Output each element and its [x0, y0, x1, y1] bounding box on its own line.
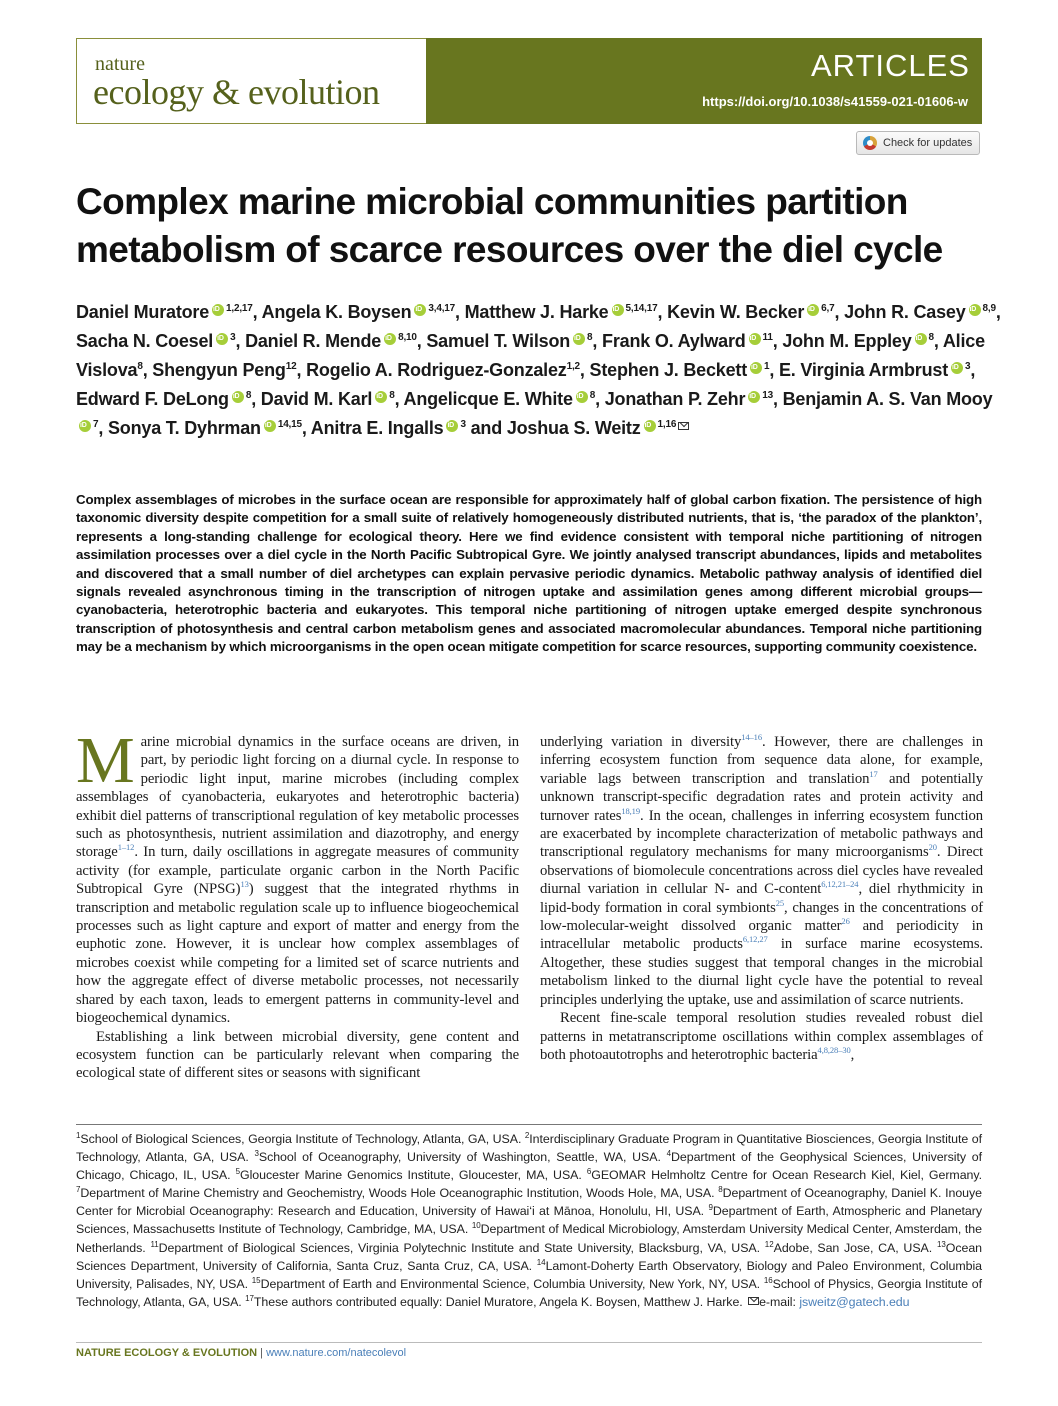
author-name: Angela K. Boysen: [261, 302, 412, 322]
affiliation-text: Department of Earth and Environmental Science, Columbia University, New York, NY, USA.: [260, 1276, 764, 1291]
citation-ref[interactable]: 17: [869, 768, 878, 779]
affiliation-number: 15: [251, 1275, 261, 1285]
affiliation-number: 16: [763, 1275, 773, 1285]
mail-icon: [748, 1297, 759, 1305]
affiliation-number: 7: [76, 1185, 81, 1195]
orcid-icon[interactable]: [576, 391, 588, 403]
citation-ref[interactable]: 18,19: [621, 805, 640, 816]
body-column-left: [76, 724, 519, 1083]
affiliations: [76, 1130, 982, 1311]
text-run: . However, there are challenges in inferring ecosystem function from sequence data alone, for example, variable lags between transcription and translation: [540, 734, 983, 787]
author-name: Sonya T. Dyhrman: [107, 418, 261, 438]
author-affiliation-numbers: 12: [285, 361, 297, 372]
citation-ref[interactable]: 20: [928, 842, 937, 853]
author-affiliation-numbers: 3: [460, 419, 466, 430]
check-updates-label: Check for updates: [883, 137, 973, 149]
affiliation-number: 5: [235, 1167, 240, 1177]
author-affiliation-numbers: 3: [965, 361, 971, 372]
author-affiliation-numbers: 7: [93, 419, 99, 430]
text-run: . In turn, daily oscillations in aggregate measures of community activity (for example, particulate organic carbon in the North Pacific Subtropical Gyre (NPSG): [76, 844, 519, 898]
text-run: . Direct observations of biomolecule concentrations across diel cycles have revealed diurnal variation in cellular N- and C-content: [540, 844, 983, 898]
author-name: Rogelio A. Rodriguez-Gonzalez: [306, 360, 567, 380]
orcid-icon[interactable]: [446, 420, 458, 432]
footer-url-link[interactable]: www.nature.com/natecolevol: [266, 1347, 407, 1359]
author: [779, 360, 970, 380]
orcid-icon[interactable]: [414, 304, 426, 316]
author: [311, 418, 466, 438]
affiliation-text: Adobe, San Jose, CA, USA.: [773, 1240, 937, 1255]
citation-ref[interactable]: 26: [841, 916, 850, 927]
author-affiliation-numbers: 8: [245, 390, 252, 401]
citation-ref[interactable]: 25: [775, 897, 785, 908]
orcid-icon[interactable]: [748, 391, 760, 403]
author-name: Angelicque E. White: [403, 389, 573, 409]
author: [602, 331, 773, 351]
author-affiliation-numbers: 14,15: [277, 419, 302, 430]
author-name: Daniel R. Mende: [245, 331, 382, 351]
email-link[interactable]: jsweitz@gatech.edu: [799, 1294, 910, 1309]
author: [507, 418, 689, 438]
affiliation-text: Lamont-Doherty Earth Observatory, Biology and Paleo Environment, Columbia University, Palisades, NY, USA.: [76, 1258, 982, 1291]
author: [76, 331, 235, 351]
affiliation-text: School of Biological Sciences, Georgia Institute of Technology, Atlanta, GA, USA.: [80, 1132, 525, 1146]
author-name: John M. Eppley: [782, 331, 912, 351]
author-affiliation-numbers: 8,10: [398, 332, 417, 343]
author-name: Edward F. DeLong: [76, 389, 229, 409]
author-name: Sacha N. Coesel: [76, 331, 214, 351]
author-affiliation-numbers: 8: [389, 390, 395, 401]
author-affiliation-numbers: 8,9: [982, 303, 996, 314]
affiliation-number: 4: [666, 1149, 671, 1159]
text-run: ,: [850, 1046, 855, 1063]
author: [844, 302, 996, 322]
affiliation-text: Gloucester Marine Genomics Institute, Gloucester, MA, USA.: [240, 1168, 587, 1183]
header-banner: [426, 38, 982, 124]
orcid-icon[interactable]: [384, 333, 396, 345]
affiliation-number: 2: [524, 1131, 530, 1140]
author-affiliation-numbers: 1: [763, 361, 770, 372]
body-paragraph: [540, 1009, 983, 1064]
text-run: and periodicity in intracellular metabolic products: [540, 918, 984, 953]
author: [426, 331, 592, 351]
crossmark-icon: [863, 136, 877, 150]
affiliation-number: 6: [586, 1167, 592, 1177]
author: [262, 302, 455, 322]
text-run: arine microbial dynamics in the surface oceans are driven, in part, by periodic light forcing on a diurnal cycle. In response to periodic light input, marine microbes (including complex assemblages of cyanobacteria, eukaryotes and heterotrophic bacteria) exhibit diel patterns of transcriptional regulation of key metabolic processes such as photosynthesis, nutrient assimilation and diazotrophy, and energy storage: [76, 734, 519, 861]
orcid-icon[interactable]: [969, 304, 981, 316]
author-affiliation-numbers: 11: [762, 332, 773, 343]
affiliation-number: 3: [254, 1149, 259, 1159]
text-run: and potentially unknown transcript-specific degradation rates and protein activity and turnover rates: [540, 770, 983, 824]
footer-separator: |: [257, 1347, 267, 1359]
text-run: in surface marine ecosystems. Altogether, these studies suggest that temporal changes in the microbial metabolism linked to the diurnal light cycle have the potential to reveal principles underlying the uptake, use and assimilation of scarce nutrients.: [540, 936, 984, 1008]
orcid-icon[interactable]: [216, 333, 228, 345]
section-label: ARTICLES: [810, 48, 970, 83]
author: [306, 360, 580, 380]
orcid-icon[interactable]: [612, 304, 624, 316]
orcid-icon[interactable]: [375, 391, 387, 403]
abstract: Complex assemblages of microbes in the surface ocean are responsible for approximately half of global carbon fixation. The persistence of high taxonomic diversity despite competition for a small suite of relatively homogeneously distributed nutrients, that is, ‘the paradox of the plankton’, represents a long-standing challenge for ecological theory. Here we find evidence consistent with temporal niche partitioning of nitrogen assimilation processes over a diel cycle in the North Pacific Subtropical Gyre. We jointly analysed transcript abundances, lipids and metabolites and discovered that a small number of diel archetypes can explain pervasive periodic dynamics. Metabolic pathway analysis of identified diel signals revealed asynchronous timing in the transcription of nitrogen uptake and assimilation genes among different microbial groups—cyanobacteria, heterotrophic bacteria and eukaryotes. This temporal niche partitioning of nitrogen uptake emerged despite synchronous transcription of photosynthesis and central carbon metabolism genes and associated macromolecular abundances. Temporal niche partitioning may be a mechanism by which microorganisms in the open ocean mitigate competition for scarce resources, supporting community coexistence.: [76, 492, 982, 655]
author-affiliation-numbers: 5,14,17: [625, 303, 658, 314]
author: [152, 360, 296, 380]
affiliation-number: 11: [150, 1239, 159, 1249]
author-affiliation-numbers: 1,2,17: [226, 303, 253, 314]
orcid-icon[interactable]: [750, 362, 762, 374]
text-run: , changes in the concentrations of low-molecular-weight dissolved organic matter: [540, 899, 984, 935]
doi-link[interactable]: https://doi.org/10.1038/s41559-021-01606-w: [702, 94, 968, 109]
affiliation-number: 12: [764, 1239, 774, 1249]
author: [782, 331, 934, 351]
affiliation-text: Department of the Geophysical Sciences, University of Chicago, Chicago, IL, USA.: [76, 1150, 982, 1183]
text-run: . In the ocean, challenges in inferring ecosystem function are exacerbated by incomplete characterization of metabolic pathways and transcriptional regulatory mechanisms for many microorganisms: [540, 807, 983, 861]
affiliation-number: 14: [536, 1257, 546, 1267]
orcid-icon[interactable]: [232, 391, 244, 403]
author-name: Matthew J. Harke: [464, 302, 609, 322]
author-name: Anitra E. Ingalls: [310, 418, 444, 438]
affiliation-number: 1: [76, 1131, 81, 1140]
orcid-icon[interactable]: [644, 420, 656, 432]
affiliations-divider: [76, 1124, 982, 1125]
author: [108, 418, 302, 438]
author-name: Shengyun Peng: [152, 360, 286, 380]
affiliation-number: 17: [245, 1293, 254, 1303]
citation-ref[interactable]: 6,12,27: [742, 934, 768, 945]
author-name: Samuel T. Wilson: [426, 331, 571, 351]
author-affiliation-numbers: 8: [928, 332, 934, 343]
orcid-icon[interactable]: [807, 304, 819, 316]
affiliation-text: Department of Marine Chemistry and Geochemistry, Woods Hole Oceanographic Institution, Woods Hole, MA, USA.: [80, 1186, 719, 1201]
body-paragraph: [76, 724, 519, 1028]
affiliation-text: GEOMAR Helmholtz Centre for Ocean Research Kiel, Kiel, Germany.: [591, 1168, 982, 1183]
author-affiliation-numbers: 3,4,17: [428, 303, 456, 314]
orcid-icon[interactable]: [573, 333, 585, 345]
affiliation-text: Department of Oceanography, Daniel K. Inouye Center for Microbial Oceanography: Research and Education, University of Hawai‘i at Mānoa, Honolulu, HI, USA.: [76, 1186, 982, 1219]
citation-ref[interactable]: 4,8,28–30: [817, 1044, 851, 1055]
check-updates-button[interactable]: [856, 131, 980, 155]
author: [465, 302, 658, 322]
author: [667, 302, 834, 322]
affiliation-text: School of Oceanography, University of Washington, Seattle, WA, USA.: [258, 1150, 667, 1165]
citation-ref[interactable]: 13: [240, 879, 249, 890]
affiliation-number: 8: [718, 1185, 723, 1195]
author-name: Stephen J. Beckett: [589, 360, 747, 380]
author-name: Alice Vislova: [76, 331, 985, 380]
affiliation-number: 9: [708, 1203, 713, 1213]
article-title: Complex marine microbial communities partition metabolism of scarce resources over the diel cycle: [76, 181, 943, 270]
author-name: Daniel Muratore: [76, 302, 210, 322]
author-name: Frank O. Aylward: [602, 331, 746, 351]
footer-journal: NATURE ECOLOGY & EVOLUTION: [76, 1347, 258, 1359]
author-name: Joshua S. Weitz: [506, 418, 641, 438]
affiliation-text: Department of Medical Microbiology, Amsterdam University Medical Center, Amsterdam, the Netherlands.: [76, 1222, 982, 1255]
author-name: Benjamin A. S. Van Mooy: [782, 389, 993, 409]
author-name: David M. Karl: [260, 389, 373, 409]
affiliation-text: Interdisciplinary Graduate Program in Quantitative Biosciences, Georgia Institute of Technology, Atlanta, GA, USA.: [76, 1132, 982, 1165]
affiliation-text: Ocean Sciences Department, University of California, Santa Cruz, Santa Cruz, CA, USA.: [76, 1240, 983, 1273]
affiliation-number: 13: [936, 1239, 946, 1249]
author-affiliation-numbers: 8: [589, 390, 596, 401]
orcid-icon[interactable]: [951, 362, 963, 374]
page-footer: [76, 1347, 406, 1359]
body-column-right: [540, 733, 983, 1064]
author: [76, 302, 253, 322]
author-name: Kevin W. Becker: [667, 302, 805, 322]
author-affiliation-numbers: 1,2: [566, 361, 580, 372]
journal-logo-nature: nature: [95, 53, 145, 75]
affiliation-text: e-mail:: [759, 1294, 800, 1309]
citation-ref[interactable]: 1–12: [117, 842, 135, 853]
orcid-icon[interactable]: [915, 333, 927, 345]
orcid-icon[interactable]: [264, 420, 276, 432]
orcid-icon[interactable]: [212, 304, 224, 316]
author: [261, 389, 395, 409]
author: [605, 389, 773, 409]
author-name: John R. Casey: [844, 302, 966, 322]
text-run: Recent fine-scale temporal resolution studies revealed robust diel patterns in metatranscriptome oscillations within complex assemblages of both photoautotrophs and heterotrophic bacteria: [540, 1010, 983, 1063]
author-name: Jonathan P. Zehr: [604, 389, 746, 409]
text-run: , diel rhythmicity in lipid-body formation in coral symbionts: [540, 881, 983, 916]
affiliation-text: School of Physics, Georgia Institute of Technology, Atlanta, GA, USA.: [76, 1276, 983, 1309]
author-affiliation-numbers: 1,16: [657, 419, 677, 430]
mail-icon[interactable]: [678, 422, 689, 430]
journal-logo-name: ecology & evolution: [93, 72, 380, 112]
author-affiliation-numbers: 3: [230, 332, 236, 343]
affiliation-number: 10: [471, 1221, 481, 1231]
author-affiliation-numbers: 6,7: [821, 303, 835, 314]
author-list: Daniel MuratoreiD $^{1,2,17}$, Angela K. BoyseniD $^{3,4,17}$, Matthew J. HarkeiD $^{5,14,17}$, Kevin W. BeckeriD $^{6,7}$, John R. CaseyiD $^{8,9}$, Sacha N. CoeseliD $^3$, Daniel R. MendeiD $^{8,10}$, Samuel T. WilsoniD $^8$, Frank O. AylwardiD $^{11}$, John M. EppleyiD $^8$, Alice Vislova$^8$, Shengyun Peng$^{12}$, Rogelio A. Rodriguez-Gonzalez$^{1,2}$, Stephen J. BeckettiD $^1$, E. Virginia ArmbrustiD $^3$, Edward F. DeLongiD $^8$, David M. KarliD $^8$, Angelicque E. WhiteiD $^8$, Jonathan P. ZehriD $^{13}$, Benjamin A. S. Van MooyiD$^7$, Sonya T. DyhrmaniD $^{14,15}$, Anitra E. IngallsiD $^3$ and Joshua S. WeitziD $^{1,16}$: [76, 298, 1006, 443]
text-run: underlying variation in diversity: [540, 734, 742, 750]
author: [245, 331, 417, 351]
drop-cap: M: [76, 724, 135, 797]
orcid-icon[interactable]: [79, 420, 91, 432]
author: [590, 360, 770, 380]
affiliation-text: Department of Earth, Atmospheric and Planetary Sciences, Massachusetts Institute of Technology, Cambridge, MA, USA.: [76, 1204, 982, 1237]
body-paragraph: Establishing a link between microbial diversity, gene content and ecosystem function can be particularly relevant when comparing the ecological state of different sites or seasons with significant: [76, 1028, 519, 1082]
citation-ref[interactable]: 14–16: [741, 732, 762, 742]
author: [404, 389, 596, 409]
footer-divider: [76, 1342, 982, 1343]
author-affiliation-numbers: 13: [762, 390, 773, 401]
journal-logo: [76, 38, 426, 124]
author-affiliation-numbers: 8: [137, 361, 143, 372]
author: [76, 389, 251, 409]
text-run: ) suggest that the integrated rhythms in transcription and metabolic regulation scale up to influence biogeochemical processes such as light capture and export of matter and energy from the euphotic zone. However, it is unclear how complex assemblages of microbes coexist while competing for a limited set of scarce nutrients and how the aggregate effect of diverse metabolic processes, not necessarily shared by each taxon, leads to emergent patterns in community-level and biogeochemical dynamics.: [76, 881, 519, 1027]
affiliation-text: Department of Biological Sciences, Virginia Polytechnic Institute and State University, Blacksburg, VA, USA.: [158, 1240, 765, 1255]
body-paragraph: [540, 733, 983, 1009]
citation-ref[interactable]: 6,12,21–24: [821, 879, 859, 890]
orcid-icon[interactable]: [749, 333, 761, 345]
affiliation-text: These authors contributed equally: Daniel Muratore, Angela K. Boysen, Matthew J. Harke.: [253, 1294, 747, 1309]
author-affiliation-numbers: 8: [587, 332, 593, 343]
author-name: E. Virginia Armbrust: [778, 360, 949, 380]
